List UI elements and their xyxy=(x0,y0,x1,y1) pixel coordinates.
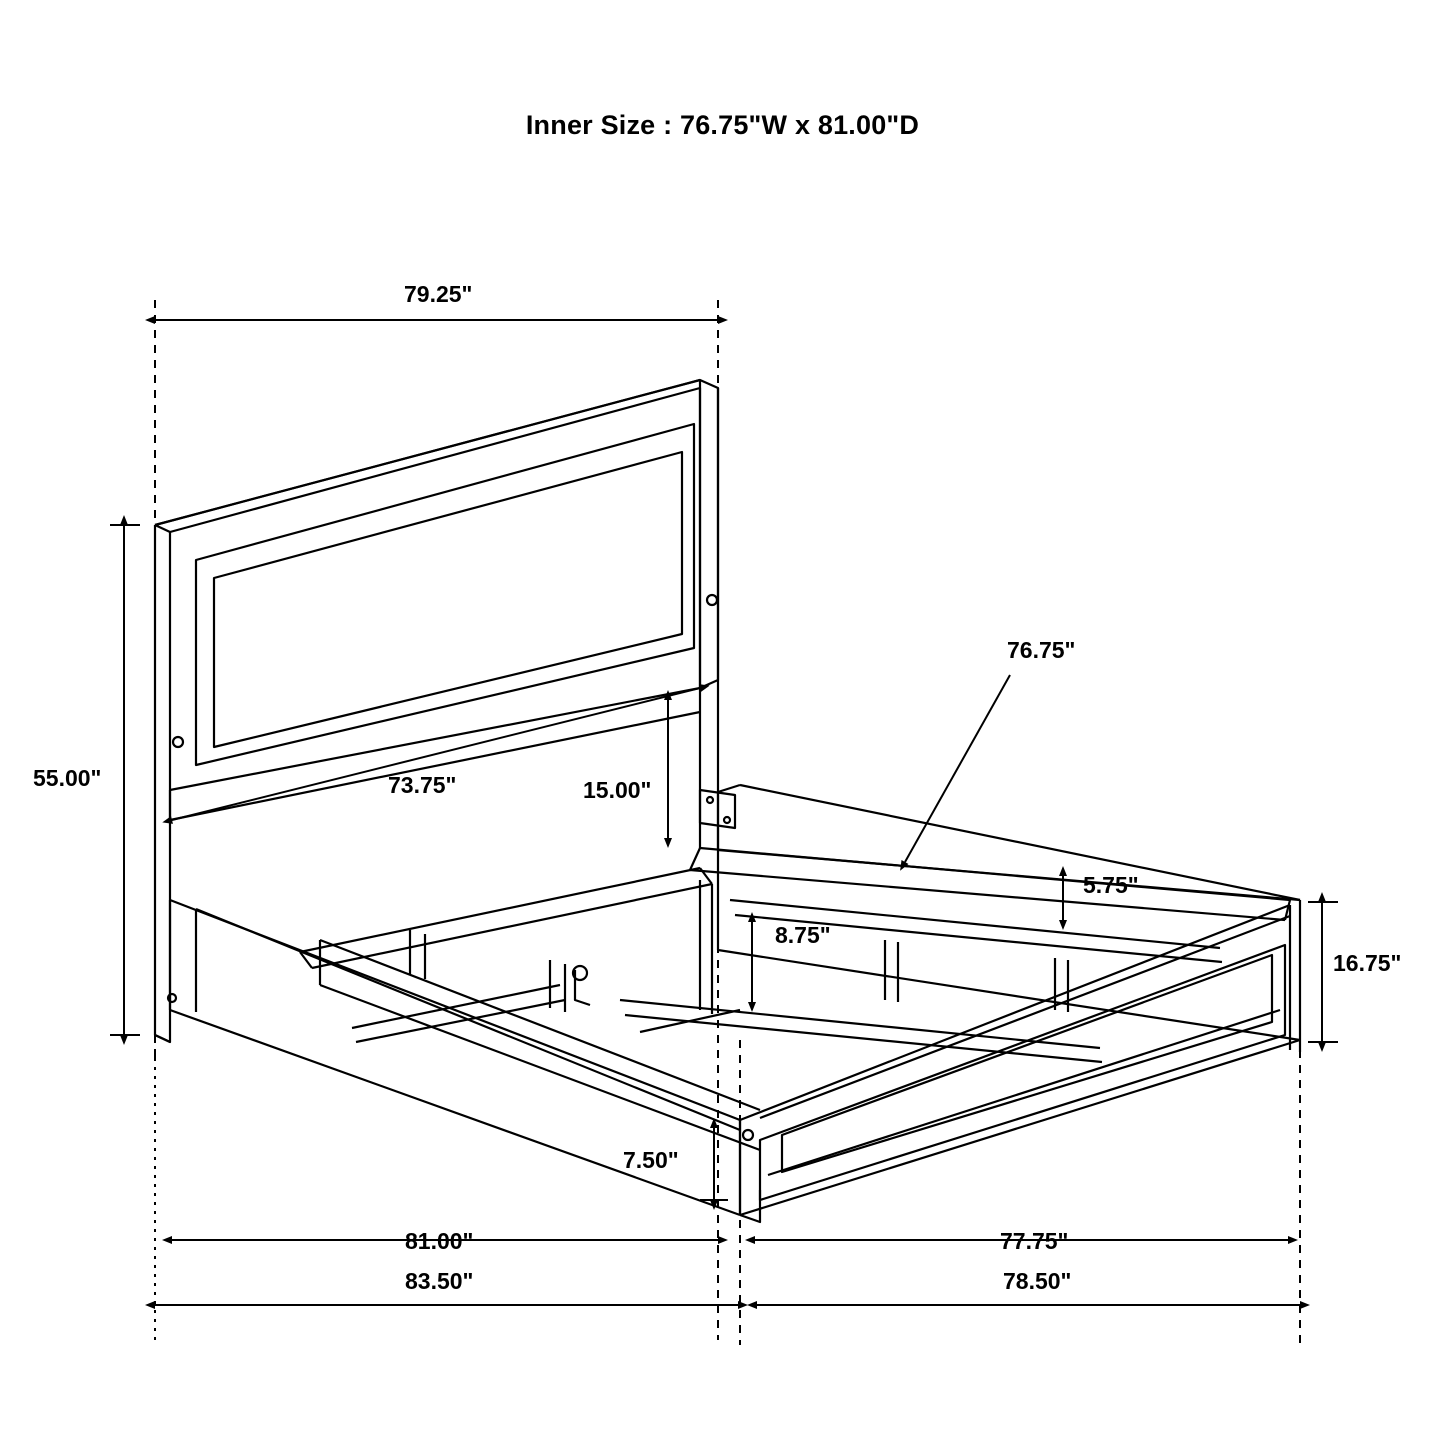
bed-geometry xyxy=(155,380,1300,1222)
dimension-label-footboard-overall-width: 78.50" xyxy=(1003,1268,1072,1294)
dimension-label-headboard-height: 55.00" xyxy=(33,765,102,791)
dimension-label-footboard-inner-width: 77.75" xyxy=(1000,1228,1069,1254)
dimension-label-deck-height: 8.75" xyxy=(775,922,831,948)
dimension-label-headboard-clearance: 15.00" xyxy=(583,777,652,803)
dimension-label-slat-width: 76.75" xyxy=(1007,637,1076,663)
dimension-label-side-inner-length: 81.00" xyxy=(405,1228,474,1254)
dimension-label-footboard-clearance: 7.50" xyxy=(623,1147,679,1173)
dimension-label-headboard-width: 79.25" xyxy=(404,281,473,307)
dimension-label-footboard-height: 16.75" xyxy=(1333,950,1402,976)
page-title: Inner Size : 76.75"W x 81.00"D xyxy=(525,110,920,140)
dimension-label-overall-length: 83.50" xyxy=(405,1268,474,1294)
dimension-label-inner-width-side: 73.75" xyxy=(388,772,457,798)
dimension-label-rail-to-slat: 5.75" xyxy=(1083,872,1139,898)
